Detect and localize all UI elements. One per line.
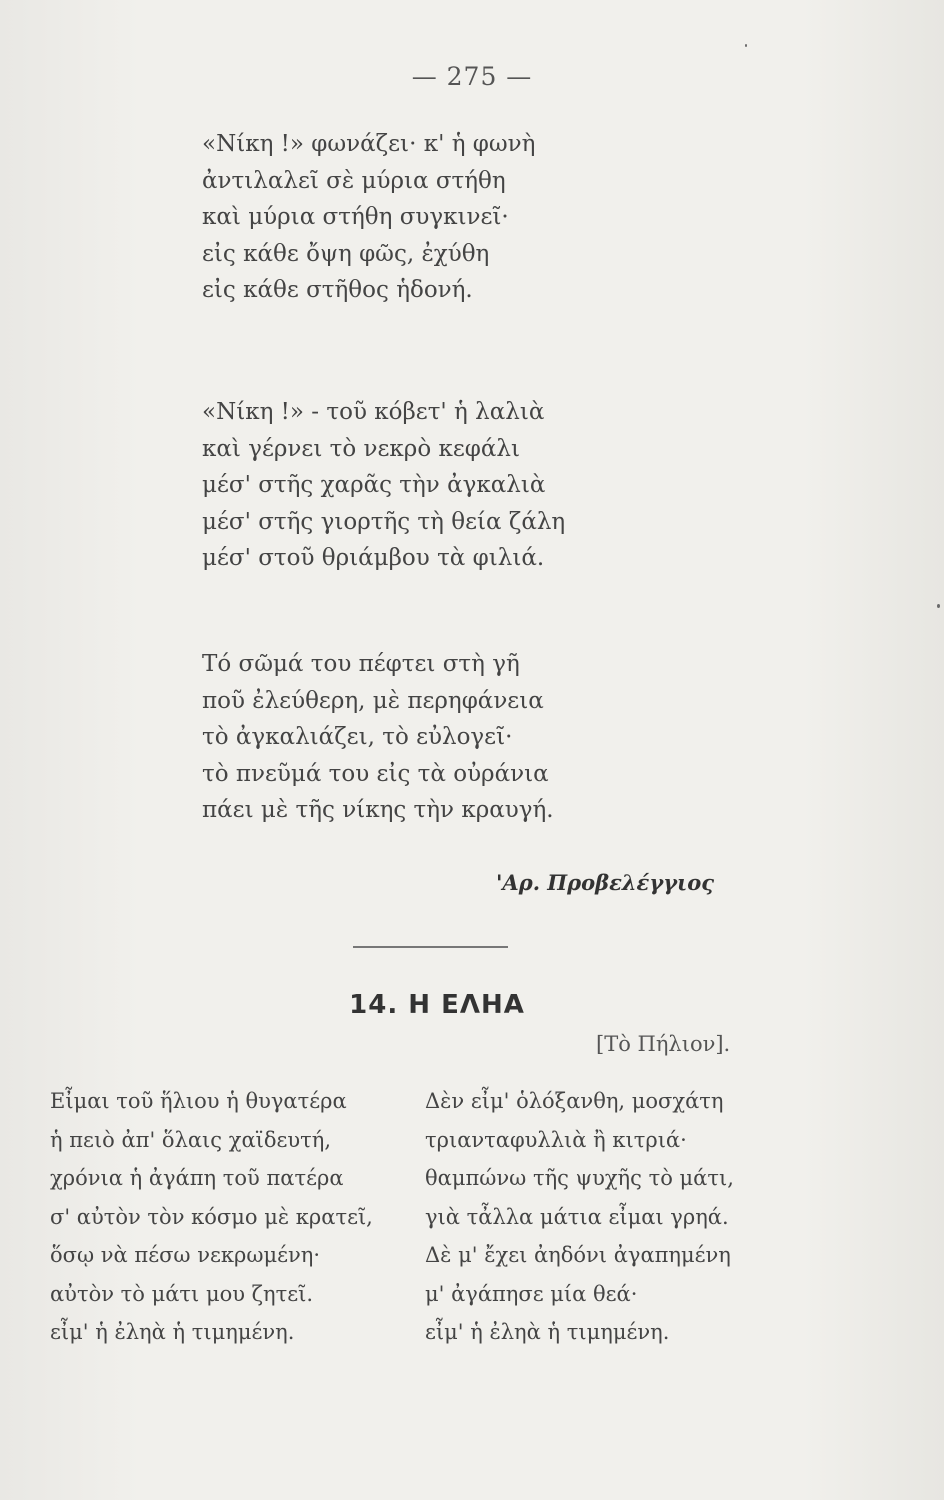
poem-line: πάει μὲ τῆς νίκης τὴν κραυγή. — [202, 797, 554, 823]
paper-speck — [745, 44, 747, 47]
poem-stanza-1 — [202, 126, 535, 309]
poem-line: θαμπώνω τῆς ψυχῆς τὸ μάτι, — [425, 1166, 734, 1190]
poem-line: σ' αὐτὸν τὸν κόσμο μὲ κρατεῖ, — [50, 1204, 373, 1229]
section-title: 14. Η ΕΛΗΑ — [349, 990, 525, 1020]
poem-author-signature: 'Αρ. Προβελέγγιος — [496, 870, 715, 895]
poem-line: αὐτὸν τὸ μάτι μου ζητεῖ. — [50, 1281, 314, 1306]
poem-line: εἰς κάθε στῆθος ἡδονή. — [202, 277, 473, 303]
poem-stanza-3 — [202, 646, 554, 829]
poem-line: Δὲ μ' ἔχει ἀηδόνι ἀγαπημένη — [425, 1243, 731, 1267]
section-subtitle: [Τὸ Πήλιον]. — [596, 1032, 731, 1056]
poem-line: Εἶμαι τοῦ ἥλιου ἡ θυγατέρα — [50, 1089, 347, 1113]
poem-line: χρόνια ἡ ἀγάπη τοῦ πατέρα — [50, 1166, 344, 1190]
poem-line: εἶμ' ἡ ἐληὰ ἡ τιμημένη. — [425, 1320, 670, 1344]
poem-line: μέσ' στοῦ θριάμβου τὰ φιλιά. — [202, 545, 545, 571]
poem-line: γιὰ τἆλλα μάτια εἶμαι γρηά. — [425, 1204, 729, 1229]
poem-line: τὸ πνεῦμά του εἰς τὰ οὐράνια — [202, 760, 549, 787]
poem-line: καὶ γέρνει τὸ νεκρὸ κεφάλι — [202, 435, 521, 462]
poem-line: καὶ μύρια στήθη συγκινεῖ· — [202, 204, 509, 230]
poem-line: τὸ ἀγκαλιάζει, τὸ εὐλογεῖ· — [202, 724, 513, 750]
poem-line: μ' ἀγάπησε μία θεά· — [425, 1281, 638, 1306]
poem-line: ὅσῳ νὰ πέσω νεκρωμένη· — [50, 1243, 321, 1267]
section-divider — [353, 946, 508, 948]
poem-line: ἡ πειὸ ἀπ' ὅλαις χαϊδευτή, — [50, 1127, 332, 1152]
poem-line: ποῦ ἐλεύθερη, μὲ περηφάνεια — [202, 687, 544, 714]
page-number: — 275 — — [411, 62, 533, 91]
poem-line: μέσ' στῆς γιορτῆς τὴ θεία ζάλη — [202, 508, 566, 535]
poem-line: Δὲν εἶμ' ὁλόξανθη, μοσχάτη — [425, 1089, 724, 1113]
poem-line: τριανταφυλλιὰ ἢ κιτριά· — [425, 1127, 687, 1152]
poem-line: Τό σῶμά του πέφτει στὴ γῆ — [202, 651, 520, 677]
poem-line: «Νίκη !» - τοῦ κόβετ' ἡ λαλιὰ — [202, 399, 545, 425]
poem-right-column — [425, 1082, 734, 1352]
poem-line: εἶμ' ἡ ἐληὰ ἡ τιμημένη. — [50, 1320, 295, 1344]
poem-line: μέσ' στῆς χαρᾶς τὴν ἀγκαλιὰ — [202, 472, 546, 498]
poem-line: εἰς κάθε ὄψη φῶς, ἐχύθη — [202, 240, 490, 267]
poem-stanza-2 — [202, 394, 565, 577]
paper-speck — [937, 604, 940, 608]
poem-left-column — [50, 1082, 373, 1352]
poem-line: ἀντιλαλεῖ σὲ μύρια στήθη — [202, 167, 506, 194]
poem-line: «Νίκη !» φωνάζει· κ' ἡ φωνὴ — [202, 131, 536, 157]
